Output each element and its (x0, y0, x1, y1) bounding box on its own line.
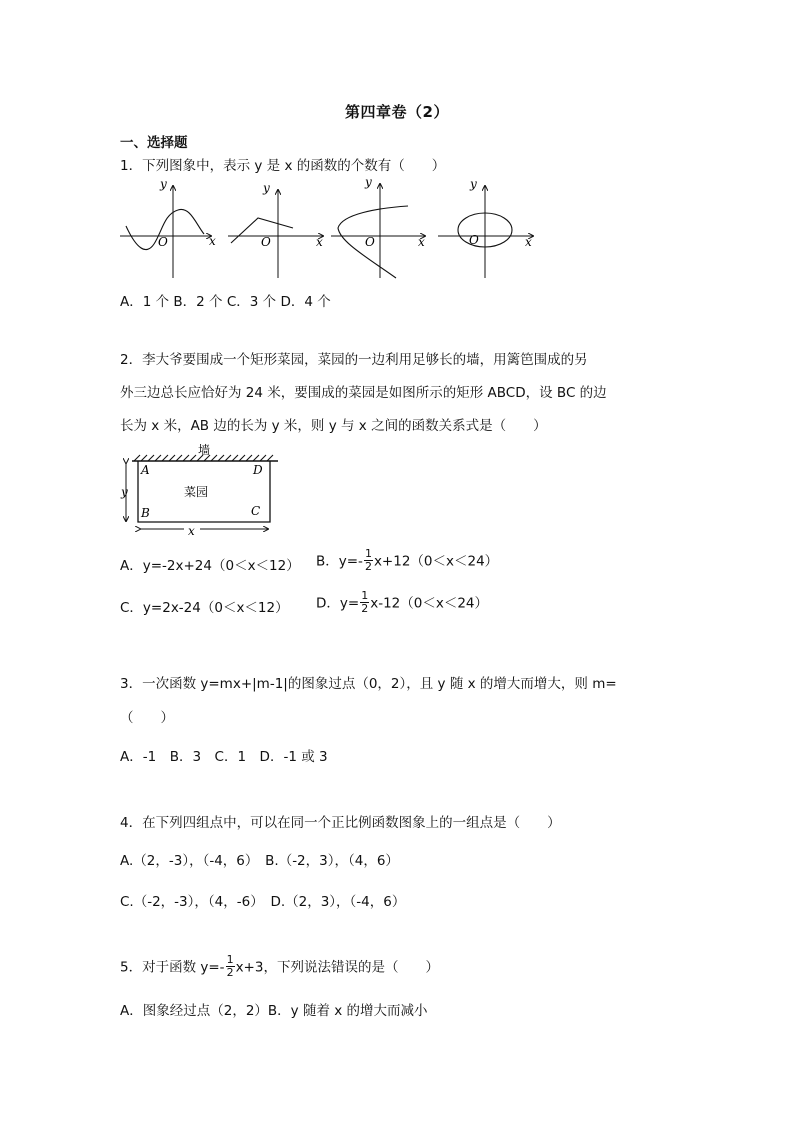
graph-1-y-label: y (160, 177, 167, 191)
graph-3-parabola (331, 176, 425, 278)
x-dimension-label: x (188, 524, 195, 538)
q3-line-2: （ ） (120, 710, 174, 726)
graph-4-origin-label: O (469, 233, 479, 247)
graph-2-origin-label: O (261, 235, 271, 249)
q5-stem (120, 955, 439, 980)
q5-options-ab: A．图象经过点（2，2）B．y 随着 x 的增大而减小 (120, 1003, 428, 1019)
q2-option-b (316, 549, 498, 574)
q2-option-b-fraction (364, 548, 373, 573)
q1-graphs (118, 176, 548, 281)
graph-3-x-label: x (418, 235, 425, 249)
q5-stem-suffix: x+3，下列说法错误的是（ ） (235, 959, 439, 976)
graph-1-sine (120, 177, 216, 278)
q2-option-b-prefix: B．y=- (316, 553, 363, 570)
q2-option-d-prefix: D．y= (316, 595, 360, 612)
q1-options: A．1 个 B．2 个 C．3 个 D．4 个 (120, 294, 331, 310)
wall-label: 墙 (198, 443, 211, 457)
q2-option-d (316, 591, 488, 616)
q2-garden-figure (118, 441, 278, 541)
garden-label: 菜园 (184, 485, 209, 499)
page-title: 第四章卷（2） (345, 103, 449, 121)
graph-4-ellipse (438, 177, 533, 278)
graph-4-x-label: x (525, 235, 532, 249)
corner-c-label: C (251, 504, 261, 518)
graph-2-x-label: x (316, 235, 323, 249)
q4-options-cd: C.（-2，-3），（4，-6） D.（2，3），（-4，6） (120, 894, 406, 910)
corner-a-label: A (141, 463, 150, 477)
fraction-numerator: 1 (361, 589, 369, 602)
y-dimension-label: y (121, 485, 128, 499)
fraction-denominator: 2 (361, 602, 369, 615)
corner-b-label: B (141, 506, 150, 520)
graph-1-origin-label: O (158, 235, 168, 249)
q3-options: A．-1 B．3 C．1 D．-1 或 3 (120, 749, 328, 765)
q5-fraction (226, 954, 235, 979)
q2-line-2: 外三边总长应恰好为 24 米，要围成的菜园是如图所示的矩形 ABCD，设 BC 的边 (120, 385, 607, 401)
q1-stem: 1．下列图象中，表示 y 是 x 的函数的个数有（ ） (120, 158, 446, 174)
fraction-denominator: 2 (364, 560, 372, 573)
q3-line-1: 3．一次函数 y=mx+|m-1|的图象过点（0，2），且 y 随 x 的增大而增大，则 m= (120, 676, 617, 692)
q2-line-3: 长为 x 米，AB 边的长为 y 米，则 y 与 x 之间的函数关系式是（ ） (120, 418, 547, 434)
q4-options-ab: A.（2，-3），（-4，6） B.（-2，3），（4，6） (120, 853, 399, 869)
section-heading: 一、选择题 (120, 135, 188, 151)
graph-4-y-label: y (470, 177, 477, 191)
graph-2-y-label: y (263, 181, 270, 195)
q2-option-c: C．y=2x-24（0＜x＜12） (120, 600, 289, 616)
q5-stem-prefix: 5．对于函数 y=- (120, 959, 225, 976)
graph-3-y-label: y (365, 176, 372, 189)
q2-option-a: A．y=-2x+24（0＜x＜12） (120, 558, 300, 574)
graph-3-origin-label: O (365, 235, 375, 249)
fraction-numerator: 1 (364, 547, 372, 560)
q2-option-d-fraction (360, 590, 369, 615)
graph-2-piecewise (228, 181, 323, 278)
fraction-denominator: 2 (226, 966, 234, 979)
fraction-numerator: 1 (226, 953, 234, 966)
q2-line-1: 2．李大爷要围成一个矩形菜园，菜园的一边利用足够长的墙，用篱笆围成的另 (120, 352, 588, 368)
q2-option-d-suffix: x-12（0＜x＜24） (370, 595, 488, 612)
graph-1-x-label: x (209, 234, 216, 248)
q4-stem: 4．在下列四组点中，可以在同一个正比例函数图象上的一组点是（ ） (120, 815, 561, 831)
q2-option-b-suffix: x+12（0＜x＜24） (373, 553, 499, 570)
corner-d-label: D (253, 463, 263, 477)
